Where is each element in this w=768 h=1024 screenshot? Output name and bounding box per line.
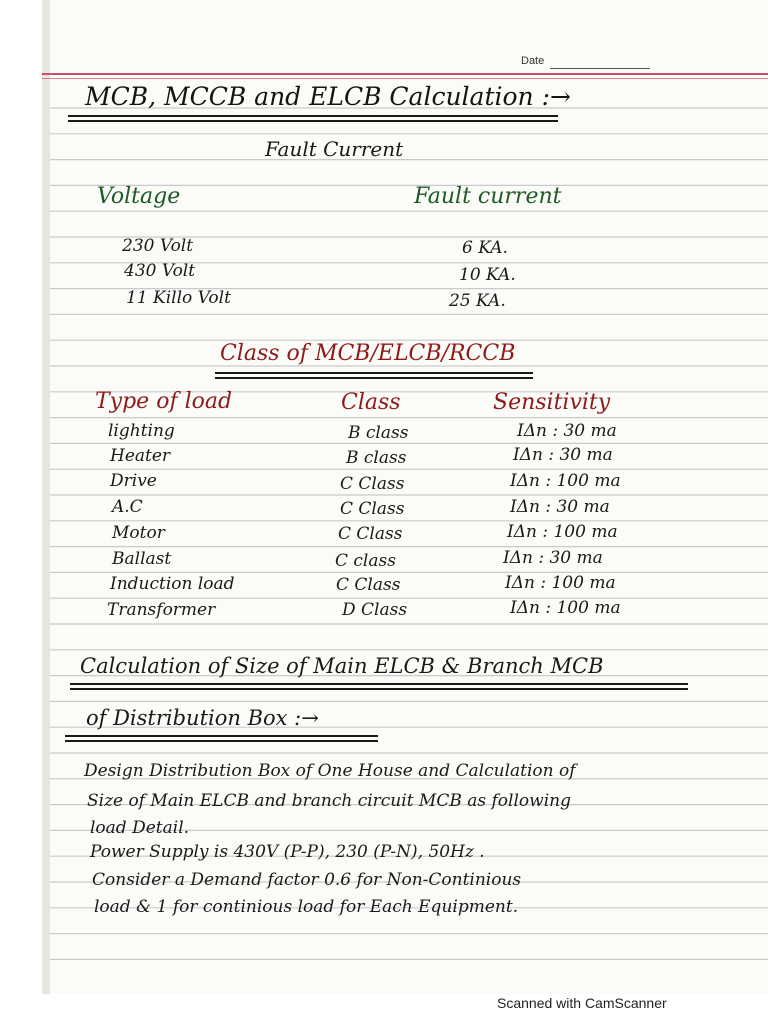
fault-current-3: 25 KA. xyxy=(449,291,506,311)
calc-heading-underline xyxy=(70,683,688,685)
load-row-4-class: C Class xyxy=(340,499,405,519)
page-binding-edge xyxy=(42,0,50,994)
paragraph-line-5: Consider a Demand factor 0.6 for Non-Continious xyxy=(92,870,522,890)
paragraph-line-6: load & 1 for continious load for Each Equipment. xyxy=(94,897,519,917)
load-row-7-type: Induction load xyxy=(110,574,235,594)
class-heading-underline-2 xyxy=(215,377,533,379)
class-header: Class xyxy=(341,390,401,415)
paragraph-line-2: Size of Main ELCB and branch circuit MCB as following xyxy=(87,791,571,811)
load-row-4-sensitivity: IΔn : 30 ma xyxy=(510,497,610,517)
sensitivity-header: Sensitivity xyxy=(493,390,611,415)
load-row-7-sensitivity: IΔn : 100 ma xyxy=(505,573,616,593)
paragraph-line-1: Design Distribution Box of One House and Calculation of xyxy=(84,761,576,781)
load-row-5-type: Motor xyxy=(112,523,165,543)
paragraph-line-3: load Detail. xyxy=(90,818,190,838)
paragraph-line-4: Power Supply is 430V (P-P), 230 (P-N), 50Hz . xyxy=(90,842,485,862)
calc-heading-underline-2 xyxy=(70,688,688,690)
load-row-2-class: B class xyxy=(346,448,407,468)
date-underline xyxy=(550,68,650,69)
calc-heading-2-underline-2 xyxy=(65,740,378,742)
load-row-1-sensitivity: IΔn : 30 ma xyxy=(517,421,617,441)
scanner-watermark: Scanned with CamScanner xyxy=(497,995,667,1011)
title-underline xyxy=(68,115,558,117)
calc-heading-line-1: Calculation of Size of Main ELCB & Branch MCB xyxy=(80,654,604,678)
calc-heading-2-underline xyxy=(65,735,378,737)
fault-current-1: 6 KA. xyxy=(462,238,508,258)
title-underline-2 xyxy=(68,120,558,122)
load-row-3-class: C Class xyxy=(340,474,405,494)
fault-voltage-2: 430 Volt xyxy=(124,261,196,281)
load-row-3-type: Drive xyxy=(110,471,157,491)
load-row-5-sensitivity: IΔn : 100 ma xyxy=(507,522,618,542)
type-of-load-header: Type of load xyxy=(95,389,233,414)
load-row-8-type: Transformer xyxy=(107,600,216,620)
load-row-3-sensitivity: IΔn : 100 ma xyxy=(510,471,621,491)
top-margin-line-2 xyxy=(42,78,768,79)
load-row-6-class: C class xyxy=(335,551,396,571)
voltage-column-header: Voltage xyxy=(97,184,181,209)
date-label: Date xyxy=(521,55,545,67)
fault-current-heading: Fault Current xyxy=(265,137,404,161)
load-row-1-type: lighting xyxy=(108,421,175,441)
load-row-8-sensitivity: IΔn : 100 ma xyxy=(510,598,621,618)
calc-heading-line-2: of Distribution Box :→ xyxy=(86,706,319,730)
fault-current-2: 10 KA. xyxy=(459,265,516,285)
load-row-2-sensitivity: IΔn : 30 ma xyxy=(513,445,613,465)
class-section-heading: Class of MCB/ELCB/RCCB xyxy=(220,341,516,366)
load-row-8-class: D Class xyxy=(342,600,408,620)
fault-voltage-1: 230 Volt xyxy=(122,236,194,256)
load-row-4-type: A.C xyxy=(112,497,143,517)
load-row-1-class: B class xyxy=(348,423,409,443)
class-heading-underline xyxy=(215,372,533,374)
load-row-6-type: Ballast xyxy=(112,549,172,569)
load-row-5-class: C Class xyxy=(338,524,403,544)
page-title: MCB, MCCB and ELCB Calculation :→ xyxy=(85,82,571,111)
load-row-7-class: C Class xyxy=(336,575,401,595)
load-row-6-sensitivity: IΔn : 30 ma xyxy=(503,548,603,568)
load-row-2-type: Heater xyxy=(110,446,171,466)
fault-voltage-3: 11 Killo Volt xyxy=(126,288,231,308)
fault-current-column-header: Fault current xyxy=(414,184,562,209)
top-margin-line xyxy=(42,73,768,75)
